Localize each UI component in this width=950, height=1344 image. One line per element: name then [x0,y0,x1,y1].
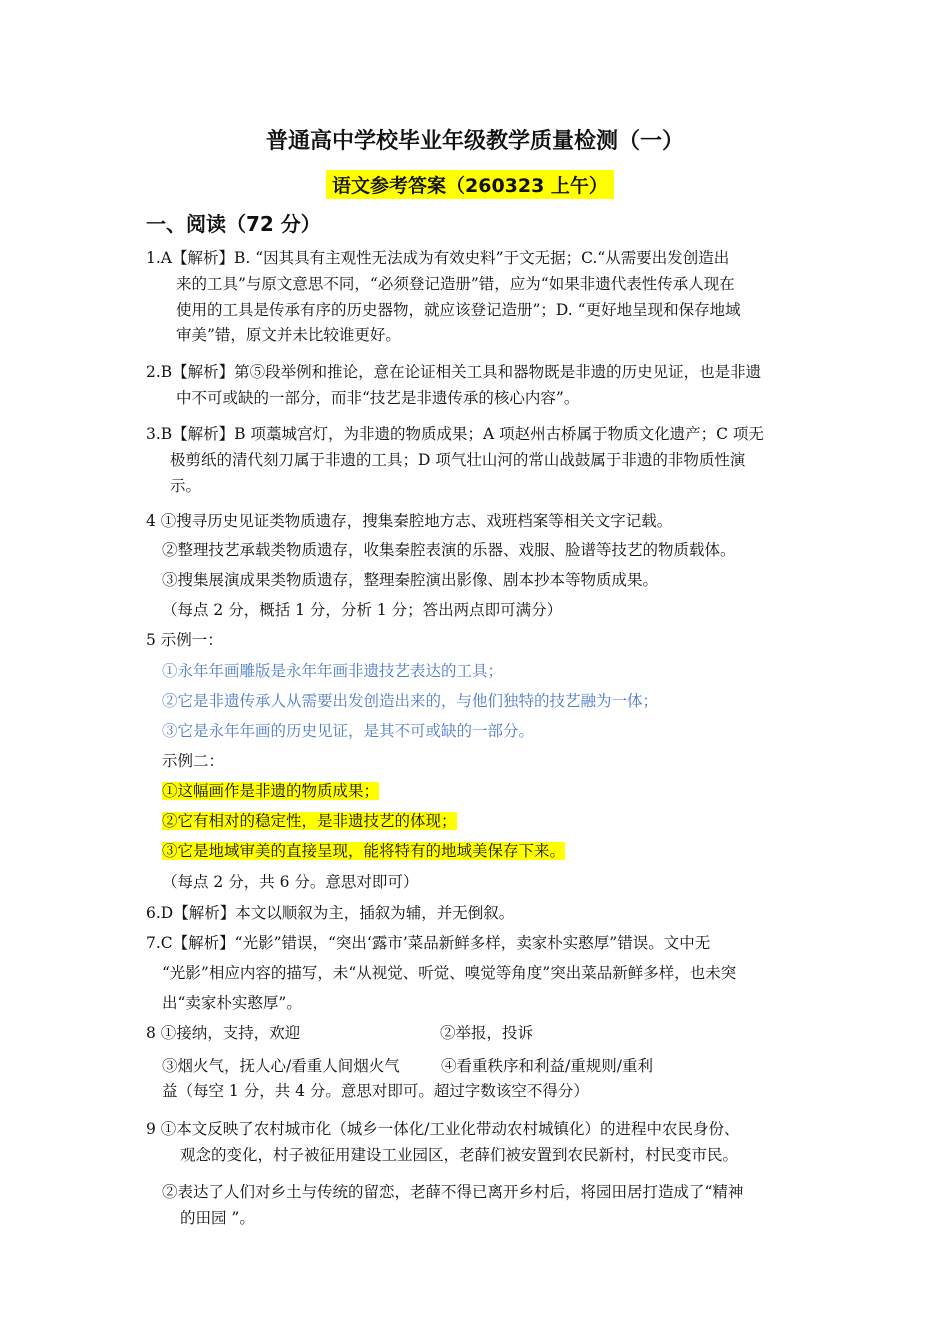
answer-line: 中不可或缺的一部分，而非“技艺是非遗传承的核心内容”。 [176,389,580,407]
highlighted-line: ③它是地域审美的直接呈现，能将特有的地域美保存下来。 [162,842,566,860]
highlighted-line: ①这幅画作是非遗的物质成果； [162,782,380,800]
answer-line: ④看重秩序和利益/重规则/重利 [441,1057,653,1075]
answer-line: ③搜集展演成果类物质遗存，整理秦腔演出影像、剧本抄本等物质成果。 [162,571,659,589]
section-heading: 一、阅读（72 分） [146,212,321,236]
answer-line: 2.B【解析】第⑤段举例和推论，意在论证相关工具和器物既是非遗的历史见证，也是非遗 [146,363,762,381]
answer-line: 来的工具”与原文意思不同，“必须登记造册”错，应为“如果非遗代表性传承人现在 [176,275,735,293]
answer-line: 7.C【解析】“光影”错误，“突出‘露市’菜品新鲜多样，卖家朴实憨厚”错误。文中无 [146,934,711,952]
example-line: ①永年年画雕版是永年年画非遗技艺表达的工具； [162,662,504,680]
answer-line: 示例二： [162,752,225,770]
answer-line: 5 示例一： [146,631,223,649]
answer-line: ②表达了人们对乡土与传统的留恋，老薛不得已离开乡村后，将园田居打造成了“精神 [162,1183,744,1201]
page-subtitle: 语文参考答案（260323 上午） [326,170,614,199]
example-line: ②它是非遗传承人从需要出发创造出来的，与他们独特的技艺融为一体； [162,692,659,710]
answer-line: 益（每空 1 分，共 4 分。意思对即可。超过字数该空不得分） [162,1082,589,1100]
answer-line: 8 ①接纳，支持，欢迎 [146,1024,301,1042]
answer-line: “光影”相应内容的描写，未“从视觉、听觉、嗅觉等角度”突出菜品新鲜多样，也未突 [162,964,737,982]
example-line: ③它是永年年画的历史见证，是其不可或缺的一部分。 [162,722,535,740]
answer-line: ③烟火气，抚人心/看重人间烟火气 [162,1057,400,1075]
answer-line: 9 ①本文反映了农村城市化（城乡一体化/工业化带动农村城镇化）的进程中农民身份、 [146,1120,740,1138]
answer-line: ②整理技艺承载类物质遗存，收集秦腔表演的乐器、戏服、脸谱等技艺的物质载体。 [162,541,736,559]
highlighted-line: ②它有相对的稳定性，是非遗技艺的体现； [162,812,457,830]
score-note: （每点 2 分，共 6 分。意思对即可） [162,873,419,891]
answer-line: 4 ①搜寻历史见证类物质遗存，搜集秦腔地方志、戏班档案等相关文字记载。 [146,512,673,530]
answer-line: ②举报，投诉 [440,1024,534,1042]
answer-line: 使用的工具是传承有序的历史器物，就应该登记造册”；D. “更好地呈现和保存地域 [176,301,741,319]
answer-line: 的田园 ”。 [180,1209,255,1227]
answer-line: 6.D【解析】本文以顺叙为主，插叙为辅，并无倒叙。 [146,904,515,922]
score-note: （每点 2 分，概括 1 分，分析 1 分；答出两点即可满分） [162,601,563,619]
answer-line: 审美”错，原文并未比较谁更好。 [176,326,401,344]
answer-line: 极剪纸的清代刻刀属于非遗的工具；D 项气壮山河的常山战鼓属于非遗的非物质性演 [170,451,746,469]
answer-line: 1.A【解析】B. “因其具有主观性无法成为有效史料”于文无据；C.“从需要出发创造出 [146,249,730,267]
answer-line: 出“卖家朴实憨厚”。 [162,994,302,1012]
answer-line: 示。 [170,477,202,495]
answer-line: 3.B【解析】B 项藁城宫灯，为非遗的物质成果；A 项赵州古桥属于物质文化遗产；C 项无 [146,425,764,443]
page-title: 普通高中学校毕业年级教学质量检测（一） [265,129,684,154]
answer-line: 观念的变化，村子被征用建设工业园区，老薛们被安置到农民新村，村民变市民。 [180,1146,739,1164]
